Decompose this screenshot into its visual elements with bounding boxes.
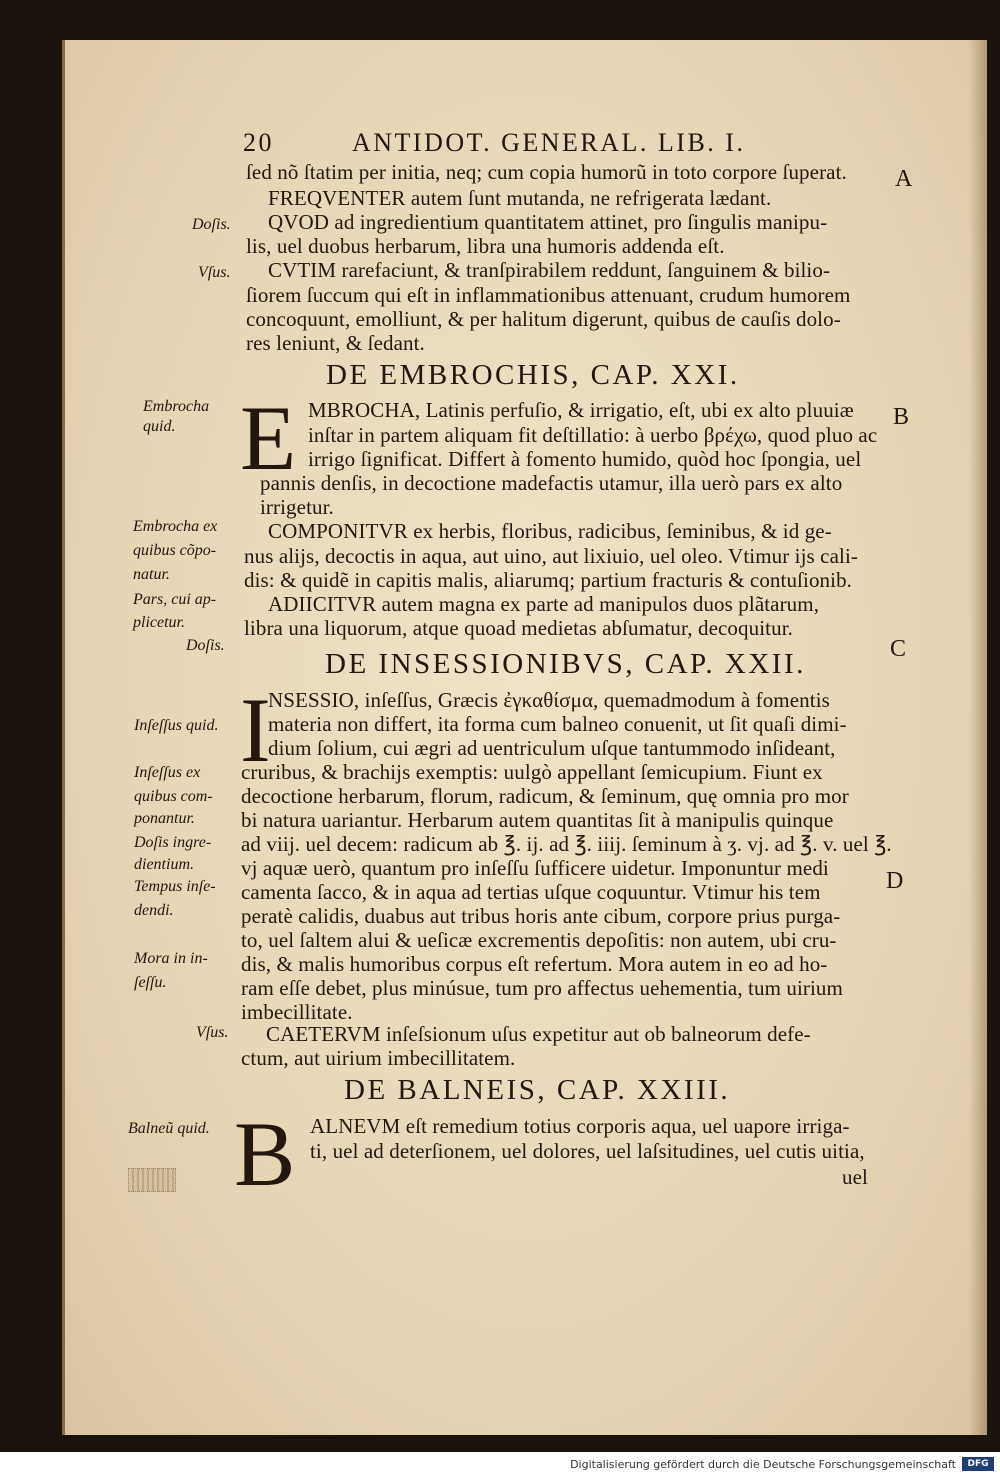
page-number: 20 xyxy=(243,128,274,157)
intro-line-7: concoquunt, emolliunt, & per halitum digerunt, quibus de cauſis dolo- xyxy=(246,307,841,331)
dfg-logo: DFG xyxy=(962,1457,994,1471)
running-head: ANTIDOT. GENERAL. LIB. I. xyxy=(352,128,746,157)
drop-cap-i: I xyxy=(240,679,271,781)
margin-note-dendi: dendi. xyxy=(134,902,174,919)
margin-note-dosis-2: Doſis. xyxy=(186,637,225,654)
cap22-line-14: imbecillitate. xyxy=(241,1000,353,1024)
footer-credit: Digitalisierung gefördert durch die Deutsche Forschungsgemeinschaft xyxy=(570,1458,956,1471)
cap21-line-2: inſtar in partem aliquam fit deſtillatio: à uerbo βρέχω, quod pluo ac xyxy=(308,423,878,447)
intro-line-2: FREQVENTER autem ſunt mutanda, ne refrigerata lædant. xyxy=(268,186,772,210)
cap22-line-11: to, uel ſaltem alui & ueſicæ excrementis depoſitis: non autem, ubi cru- xyxy=(241,928,837,952)
cap22-line-6: bi natura uariantur. Herbarum autem quantitas ſit à manipulis quinque xyxy=(241,808,834,832)
cap21-line-8: dis: & quidẽ in capitis malis, aliarumq; partium fracturis & contuſionib. xyxy=(244,568,853,592)
margin-note-insessus-ex: Inſeſſus ex xyxy=(134,764,201,781)
side-letter-c: C xyxy=(890,636,907,662)
margin-note-balneum-quid: Balneũ quid. xyxy=(128,1120,210,1137)
drop-cap-e: E xyxy=(240,387,297,489)
cap23-line-2: ti, uel ad deterſionem, uel dolores, uel laſsitudines, uel cutis uitia, xyxy=(310,1139,865,1163)
cap21-line-9: ADIICITVR autem magna ex parte ad manipulos duos plãtarum, xyxy=(268,592,820,616)
margin-note-usus: Vſus. xyxy=(198,264,231,281)
margin-note-embrocha: Embrocha xyxy=(143,398,210,415)
margin-note-quibus-com: quibus com- xyxy=(134,788,213,805)
cap22-line-5: decoctione herbarum, florum, radicum, & ſeminum, quę omnia pro mor xyxy=(241,784,849,808)
cap22-line-1: NSESSIO, inſeſſus, Græcis ἐγκαθίσμα, quemadmodum à fomentis xyxy=(268,688,830,712)
chapter-23-title: DE BALNEIS, CAP. XXIII. xyxy=(344,1074,731,1106)
margin-note-quid: quid. xyxy=(143,418,176,435)
library-stamp xyxy=(128,1168,176,1192)
margin-note-usus-2: Vſus. xyxy=(196,1024,229,1041)
margin-note-quibus: quibus cõpo- xyxy=(133,542,217,559)
cap22-line-13: ram eſſe debet, plus minúsue, tum pro affectus uehementia, tum uirium xyxy=(241,976,843,1000)
footer-bar xyxy=(0,1452,1000,1477)
cap22-line-15: CAETERVM inſeſsionum uſus expetitur aut ob balneorum defe- xyxy=(266,1022,811,1046)
margin-note-tempus: Tempus inſe- xyxy=(134,878,216,895)
cap21-line-10: libra una liquorum, atque quoad medietas abſumatur, decoquitur. xyxy=(244,616,793,640)
page-edge-shadow xyxy=(969,40,987,1435)
cap21-line-1: MBROCHA, Latinis perfuſio, & irrigatio, eſt, ubi ex alto pluuiæ xyxy=(308,398,854,422)
side-letter-a: A xyxy=(895,166,913,192)
margin-note-plicetur: plicetur. xyxy=(133,614,185,631)
margin-note-ponantur: ponantur. xyxy=(134,810,195,827)
chapter-22-title: DE INSESSIONIBVS, CAP. XXII. xyxy=(325,648,806,680)
cap21-line-5: irrigetur. xyxy=(260,495,334,519)
cap21-line-4: pannis denſis, in decoctione madefactis utamur, illa uerò pars ex alto xyxy=(260,471,843,495)
cap22-line-16: ctum, aut uirium imbecillitatem. xyxy=(241,1046,516,1070)
margin-note-dosis-ingre: Doſis ingre- xyxy=(134,834,212,851)
cap21-line-3: irrigo ſignificat. Differt à fomento humido, quòd hoc ſpongia, uel xyxy=(308,447,862,471)
intro-line-5: CVTIM rarefaciunt, & tranſpirabilem reddunt, ſanguinem & bilio- xyxy=(268,258,831,282)
cap22-line-8: vj aquæ uerò, quantum pro inſeſſu ſufficere uidetur. Imponuntur medi xyxy=(241,856,829,880)
margin-note-sessu: ſeſſu. xyxy=(134,974,167,991)
side-letter-b: B xyxy=(893,404,910,430)
cap21-line-7: nus alijs, decoctis in aqua, aut uino, aut lixiuio, uel oleo. Vtimur ijs cali- xyxy=(244,544,858,568)
intro-line-6: ſiorem ſuccum qui eſt in inflammationibus attenuant, crudum humorem xyxy=(246,283,851,307)
margin-note-insessus-quid: Inſeſſus quid. xyxy=(134,717,219,734)
cap22-line-2: materia non differt, ita forma cum balneo conuenit, ut ſit quaſi dimi- xyxy=(268,712,847,736)
cap22-line-12: dis, & malis humoribus corpus eſt refertum. Mora autem in eo ad ho- xyxy=(241,952,828,976)
side-letter-d: D xyxy=(886,868,904,894)
chapter-21-title: DE EMBROCHIS, CAP. XXI. xyxy=(326,359,740,391)
drop-cap-b: B xyxy=(234,1103,296,1205)
intro-line-4: lis, uel duobus herbarum, libra una humoris addenda eſt. xyxy=(246,234,725,258)
cap22-line-9: camenta ſacco, & in aqua ad tertias uſque coquuntur. Vtimur his tem xyxy=(241,880,821,904)
intro-line-3: QVOD ad ingredientium quantitatem attinet, pro ſingulis manipu- xyxy=(268,210,828,234)
cap23-line-1: ALNEVM eſt remedium totius corporis aqua, uel uapore irriga- xyxy=(310,1114,850,1138)
intro-line-1: ſed nõ ſtatim per initia, neq; cum copia humorũ in toto corpore ſuperat. xyxy=(246,160,847,184)
intro-line-8: res leniunt, & ſedant. xyxy=(246,331,425,355)
margin-note-embrocha-ex: Embrocha ex xyxy=(133,518,218,535)
margin-note-pars: Pars, cui ap- xyxy=(133,591,217,608)
cap22-line-7: ad viij. uel decem: radicum ab ℥. ij. ad ℥. iiij. ſeminum à ʒ. vj. ad ℥. v. uel ℥. xyxy=(241,832,892,856)
cap21-line-6: COMPONITVR ex herbis, floribus, radicibus, ſeminibus, & id ge- xyxy=(268,519,832,543)
margin-note-dientium: dientium. xyxy=(134,856,194,873)
cap22-line-4: cruribus, & brachijs exemptis: uulgò appellant ſemicupium. Fiunt ex xyxy=(241,760,823,784)
catchword: uel xyxy=(842,1165,868,1189)
margin-note-dosis: Doſis. xyxy=(192,216,231,233)
margin-note-natur: natur. xyxy=(133,566,170,583)
cap22-line-10: peratè calidis, duabus aut tribus horis ante cibum, corpore prius purga- xyxy=(241,904,841,928)
cap22-line-3: dium ſolium, cui ægri ad uentriculum uſque tantummodo inſideant, xyxy=(268,736,836,760)
margin-note-mora: Mora in in- xyxy=(134,950,208,967)
